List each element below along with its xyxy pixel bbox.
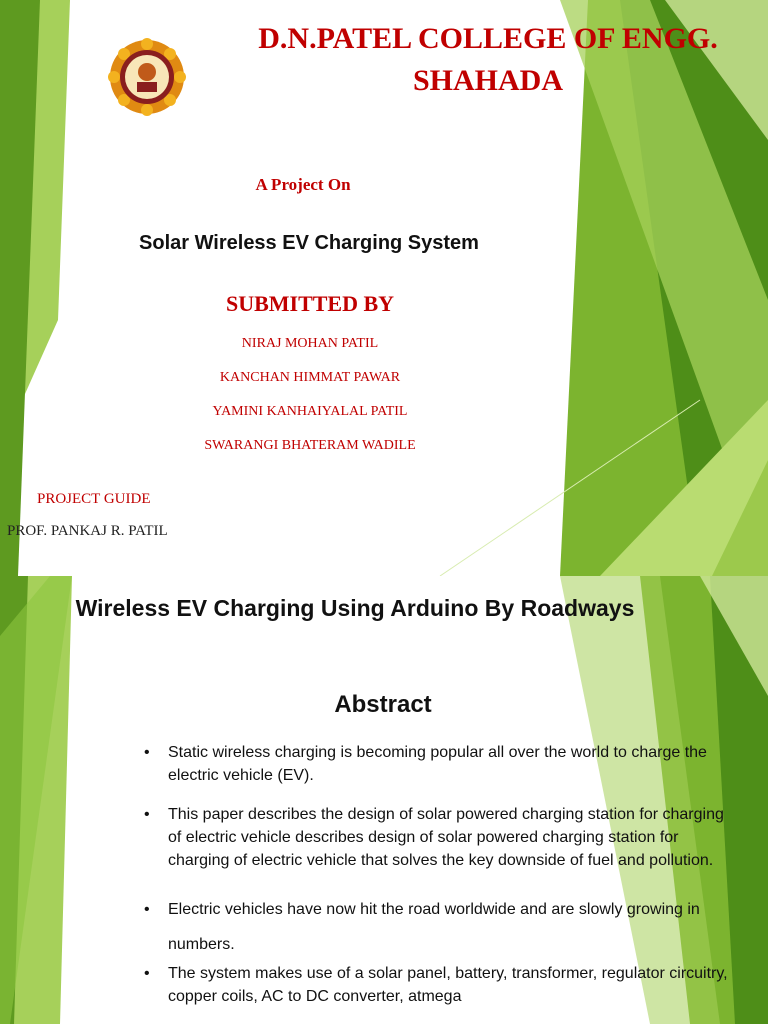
abstract-heading: Abstract [334,691,432,718]
bullet-item: • This paper describes the design of solar powered charging station for charging of electric vehicle describes design of solar powered charging station for charging of electric vehicle that solves the key downside of fuel and pollution. [142,803,732,872]
bullet-item: • The system makes use of a solar panel, battery, transformer, regulator circuitry, copper coils, AC to DC converter, atmega [142,962,732,1008]
college-line1: D.N.PATEL COLLEGE OF ENGG. [258,22,718,55]
member-item: SWARANGI BHATERAM WADILE [204,438,416,453]
abstract-bullets [142,741,732,1008]
member-item: NIRAJ MOHAN PATIL [241,336,379,351]
project-on-label: A Project On [255,175,351,194]
member-item: YAMINI KANHAIYALAL PATIL [212,404,408,419]
member-item: KANCHAN HIMMAT PAWAR [219,370,401,385]
project-guide-name: PROF. PANKAJ R. PATIL [7,523,168,539]
college-logo [108,38,186,116]
project-title: Solar Wireless EV Charging System [139,232,479,254]
bullet-item: • Electric vehicles have now hit the road worldwide and are slowly growing in numbers. [142,892,732,962]
member-list [140,334,480,470]
slide-title: Wireless EV Charging Using Arduino By Roadways [75,595,635,621]
submitted-by-heading: SUBMITTED BY [225,291,395,316]
project-guide-label: PROJECT GUIDE [37,491,151,507]
bullet-item: • Static wireless charging is becoming popular all over the world to charge the electric vehicle (EV). [142,741,732,787]
abstract-slide [0,576,768,1024]
college-name [190,18,768,102]
college-line2: SHAHADA [412,64,563,97]
